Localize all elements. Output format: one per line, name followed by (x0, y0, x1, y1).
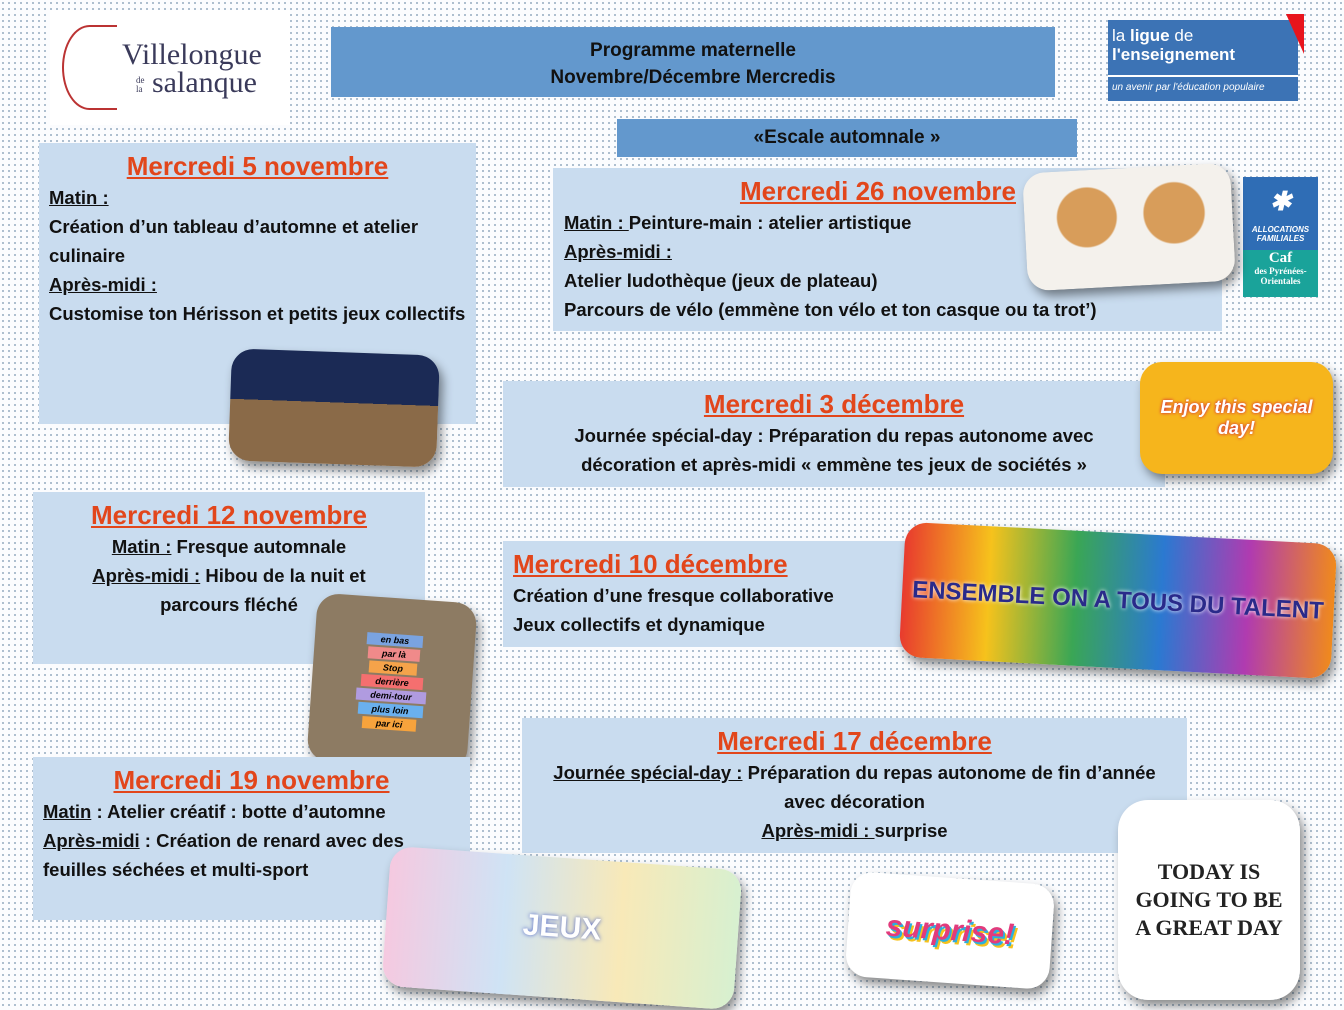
surprise-image: surprise! (845, 871, 1056, 990)
arrow-sign: demi-tour (356, 688, 426, 705)
morning-activity: : Atelier créatif : botte d’automne (91, 801, 386, 822)
morning-label: Journée spécial-day : (553, 762, 743, 783)
morning-activity: Fresque automnale (171, 536, 347, 557)
day-title: Mercredi 5 novembre (126, 151, 389, 181)
activity-line: Jeux collectifs et dynamique (513, 614, 765, 635)
afternoon-label: Après-midi : (49, 274, 157, 295)
day-title: Mercredi 12 novembre (90, 500, 367, 530)
logo-text: Caf (1268, 250, 1293, 266)
people-icon: ✱ (1269, 186, 1292, 216)
red-arrow-icon (1286, 14, 1304, 54)
title-line: Programme maternelle (590, 40, 796, 61)
morning-label: Matin : (564, 212, 629, 233)
day-title: Mercredi 10 décembre (513, 549, 788, 579)
arrow-sign: par ici (361, 716, 416, 732)
collaborative-fresco-image: ENSEMBLE ON A TOUS DU TALENT (899, 522, 1337, 679)
afternoon-activity: surprise (874, 820, 948, 841)
activity-line: Journée spécial-day : Préparation du repas autonome avec (574, 425, 1094, 446)
morning-activity: Création d’un tableau d’automne et atelier culinaire (49, 216, 419, 266)
day-title: Mercredi 26 novembre (739, 176, 1016, 206)
title-line: Novembre/Décembre Mercredis (550, 67, 836, 88)
logo-text: l'enseignement (1112, 45, 1236, 64)
logo-text: des Pyrénées- (1254, 266, 1307, 276)
afternoon-label: Après-midi : (564, 241, 672, 262)
logo-text: un avenir par l'éducation populaire (1108, 75, 1298, 98)
afternoon-activity: Parcours de vélo (emmène ton vélo et ton casque ou ta trot’) (564, 299, 1097, 320)
arrow-sign: Stop (369, 660, 418, 675)
arrow-sign: par là (368, 646, 421, 662)
logo-text: Orientales (1260, 276, 1301, 286)
logo-text: Villelongue (122, 38, 262, 71)
day-card-dec3 (503, 381, 1165, 487)
activity-line: décoration et après-midi « emmène tes jeux de sociétés » (581, 454, 1087, 475)
castle-icon (62, 25, 117, 110)
logo-text: ALLOCATIONS (1251, 225, 1310, 234)
enjoy-special-day-image: Enjoy this special day! (1140, 362, 1333, 474)
afternoon-label: Après-midi (43, 830, 140, 851)
morning-activity: Peinture-main : atelier artistique (628, 212, 912, 233)
morning-label: Matin : (111, 536, 172, 557)
arrow-sign: derrière (361, 674, 423, 690)
arrow-sign: plus loin (357, 702, 423, 719)
afternoon-label: Après-midi : (761, 820, 875, 841)
afternoon-activity: : Création de renard avec des feuilles séchées et multi-sport (43, 830, 404, 880)
arrow-sign: en bas (366, 632, 423, 648)
theme-banner: «Escale automnale » (617, 119, 1077, 157)
day-card-dec17 (522, 718, 1187, 853)
logo-text: de (1169, 26, 1194, 45)
ligue-logo (1108, 20, 1298, 101)
jeux-image: JEUX (382, 846, 743, 1010)
afternoon-activity: Customise ton Hérisson et petits jeux collectifs (49, 303, 466, 324)
activity-line: Préparation du repas autonome de fin d’année avec décoration (742, 762, 1156, 812)
afternoon-activity: Hibou de la nuit et parcours fléché (160, 565, 366, 615)
handprint-painting-image (1022, 163, 1236, 292)
morning-label: Matin : (49, 187, 109, 208)
great-day-image: TODAY IS GOING TO BE A GREAT DAY (1118, 800, 1300, 1000)
caf-logo (1243, 177, 1318, 297)
logo-text: de la (136, 75, 145, 94)
day-title: Mercredi 17 décembre (717, 726, 992, 756)
afternoon-label: Après-midi : (92, 565, 201, 586)
villelongue-logo (50, 10, 290, 125)
logo-text: ligue (1129, 26, 1170, 45)
day-card-dec10 (503, 541, 960, 647)
logo-text: salanque (152, 66, 257, 99)
day-title: Mercredi 19 novembre (113, 765, 390, 795)
day-title: Mercredi 3 décembre (703, 389, 965, 419)
activity-line: Création d’une fresque collaborative (513, 585, 834, 606)
logo-text: FAMILIALES (1256, 234, 1305, 243)
hedgehog-painting-image (228, 348, 440, 467)
arrow-signs-image (306, 593, 477, 772)
afternoon-activity: Atelier ludothèque (jeux de plateau) (564, 270, 878, 291)
morning-label: Matin (43, 801, 92, 822)
page-title (331, 27, 1055, 97)
logo-text: la (1112, 26, 1130, 45)
